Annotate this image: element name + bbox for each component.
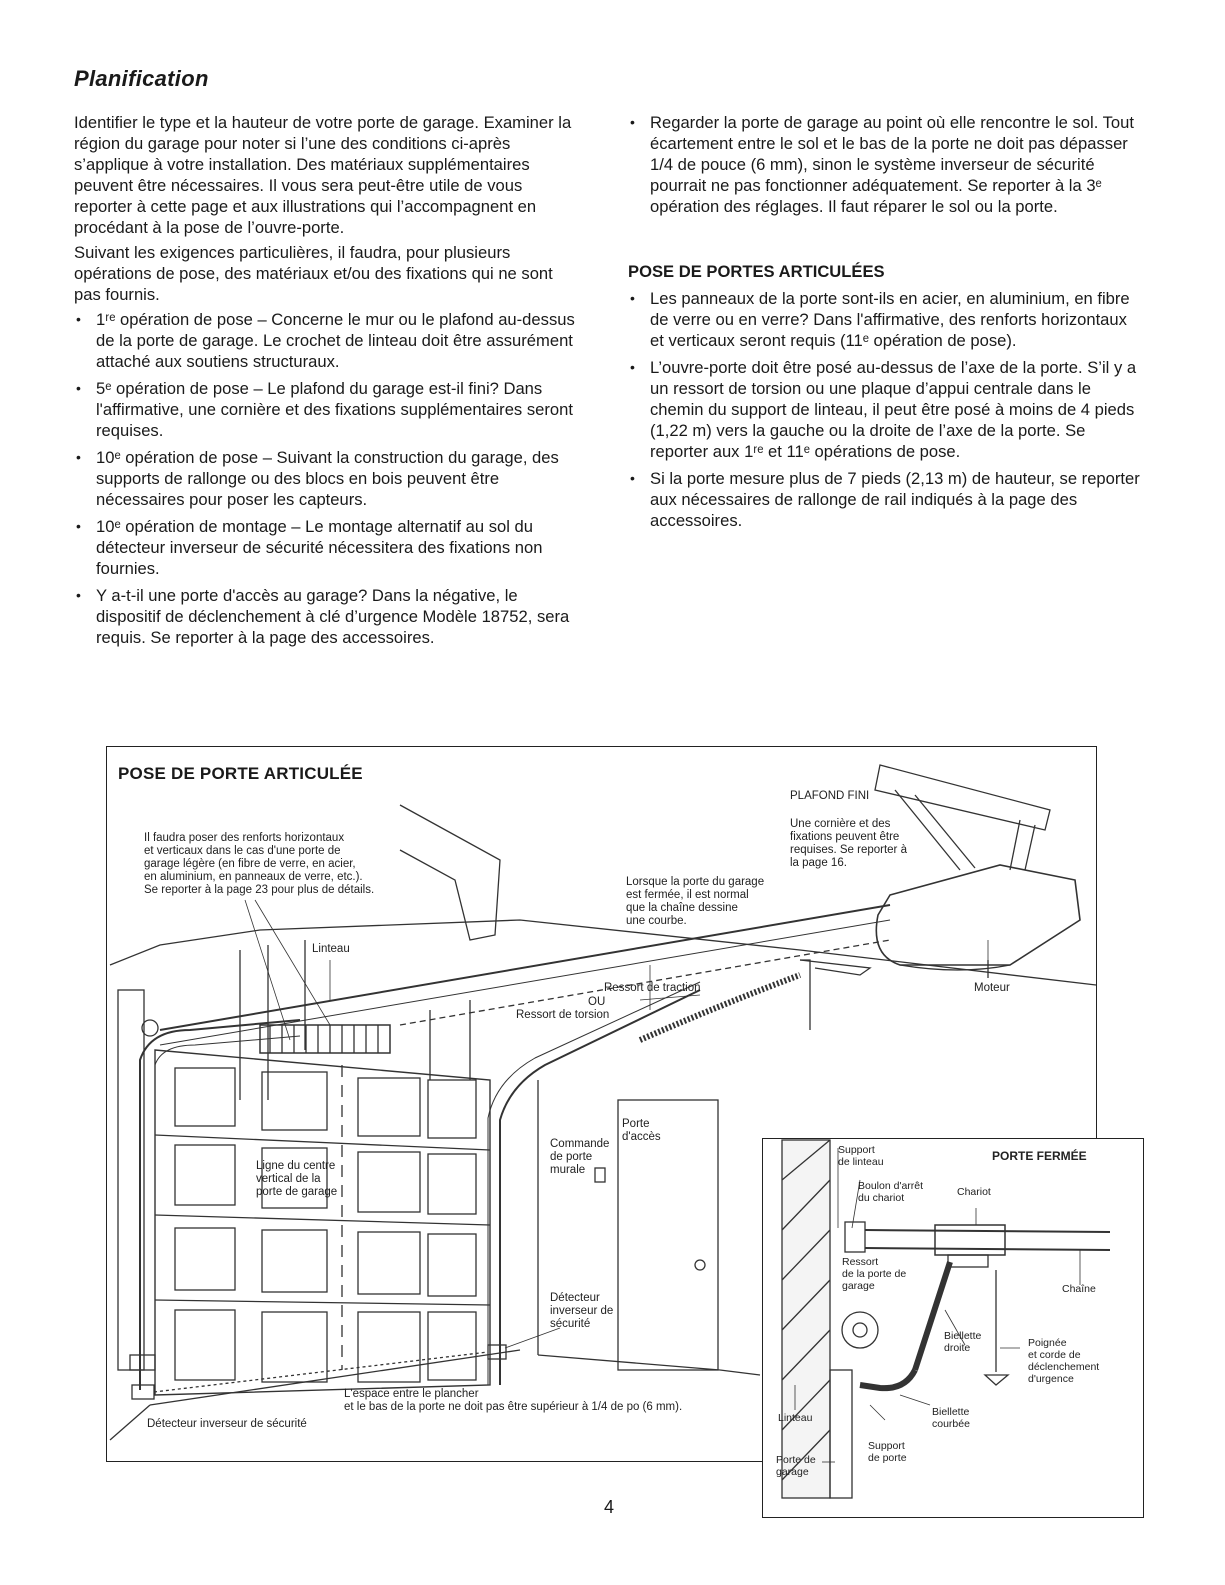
biellette-droite-label: Biellette droite: [944, 1330, 982, 1354]
list-item: • 10ᵉ opération de pose – Suivant la construction du garage, des supports de rallonge ou des blocs en bois peuvent être nécessaires pour poser les capteurs.: [74, 447, 584, 510]
ressort-inset-label: Ressort de la porte de garage: [842, 1256, 907, 1292]
corniere-note: Une cornière et des fixations peuvent être requises. Se reporter à la page 16.: [790, 818, 907, 869]
section-heading: POSE DE PORTES ARTICULÉES: [628, 262, 885, 281]
list-item: • L’ouvre-porte doit être posé au-dessus de l’axe de la porte. S’il y a un ressort de torsion ou une plaque d’appui centrale dans le chemin du support de linteau, il peut être posé à moins de 4 pieds (1,22 m) vers la gauche ou la droite de l’axe de la porte. Se reporter aux 1ʳᵉ et 11ᵉ opérations de pose.: [628, 357, 1143, 462]
biellette-courbee-label: Biellette courbée: [932, 1406, 970, 1430]
list-item: • 5ᵉ opération de pose – Le plafond du garage est-il fini? Dans l'affirmative, une cornière et des fixations supplémentaires seront requises.: [74, 378, 584, 441]
list-item: • Si la porte mesure plus de 7 pieds (2,13 m) de hauteur, se reporter aux nécessaires de rallonge de rail indiqués à la page des accessoires.: [628, 468, 1143, 531]
page-number: 4: [604, 1497, 615, 1517]
figure-title: POSE DE PORTE ARTICULÉE: [118, 764, 363, 783]
ressort-torsion-label: Ressort de torsion: [516, 1009, 610, 1021]
list-item: • Y a-t-il une porte d'accès au garage? Dans la négative, le dispositif de déclenchement à clé d’urgence Modèle 18752, sera requis. Se reporter à la page des accessoires.: [74, 585, 584, 648]
list-item: • 1ʳᵉ opération de pose – Concerne le mur ou le plafond au-dessus de la porte de garage. Le crochet de linteau doit être assurément attaché aux soutiens structuraux.: [74, 309, 584, 372]
list-item: • 10ᵉ opération de montage – Le montage alternatif au sol du détecteur inverseur de sécurité nécessitera des fixations non fournies.: [74, 516, 584, 579]
detecteur-label: Détecteur inverseur de sécurité: [550, 1292, 614, 1330]
ou-label: OU: [588, 996, 606, 1008]
poignee-label: Poignée et corde de déclenchement d'urgence: [1028, 1337, 1100, 1385]
plafond-fini-label: PLAFOND FINI: [790, 790, 870, 802]
page-title: Planification: [74, 66, 209, 91]
chaine-inset-label: Chaîne: [1062, 1283, 1096, 1295]
list-item: • Les panneaux de la porte sont-ils en acier, en aluminium, en fibre de verre ou en verre? Dans l'affirmative, des renforts horizontaux et verticaux seront requis (11ᵉ opération de pose).: [628, 288, 1143, 351]
ressort-traction-label: Ressort de traction: [604, 982, 701, 994]
moteur-label: Moteur: [974, 982, 1010, 994]
chariot-label: Chariot: [957, 1186, 991, 1198]
requirements-paragraph: Suivant les exigences particulières, il faudra, pour plusieurs opérations de pose, des matériaux et/ou des fixations qui ne sont pas fournis.: [74, 243, 553, 304]
list-item: • Regarder la porte de garage au point où elle rencontre le sol. Tout écartement entre le sol et le bas de la porte ne doit pas dépasser 1/4 de pouce (6 mm), sinon le système inverseur de sécurité pourrait ne pas fonctionner adéquatement. Se reporter à la 3ᵉ opération des réglages. Il faut réparer le sol ou la porte.: [628, 112, 1143, 217]
linteau-inset-label: Linteau: [778, 1412, 813, 1424]
linteau-label: Linteau: [312, 943, 350, 955]
intro-paragraph: Identifier le type et la hauteur de votre porte de garage. Examiner la région du garage pour noter si l’une des conditions ci-après s’applique à votre installation. Des matériaux supplémentaires peuvent être nécessaires. Il vous sera peut-être utile de vous reporter à cette page et aux illustrations qui l’accompagnent en procédant à la pose de l’ouvre-porte.: [74, 113, 572, 237]
chaine-note: Lorsque la porte du garage est fermée, il est normal que la chaîne dessine une courbe.: [626, 876, 765, 927]
detecteur-bas-label: Détecteur inverseur de sécurité: [147, 1418, 307, 1430]
boulon-label: Boulon d'arrêt du chariot: [858, 1180, 924, 1204]
espace-note: L'espace entre le plancher et le bas de la porte ne doit pas être supérieur à 1/4 de po (6 mm).: [344, 1388, 683, 1413]
porte-acces-label: Porte d'accès: [622, 1118, 661, 1143]
ligne-centre-label: Ligne du centre vertical de la porte de garage: [256, 1160, 338, 1198]
support-linteau-label: Support de linteau: [838, 1144, 884, 1168]
inset-title: PORTE FERMÉE: [992, 1149, 1087, 1163]
renforts-note: Il faudra poser des renforts horizontaux et verticaux dans le cas d'une porte de garage légère (en fibre de verre, en acier, en aluminium, en panneaux de verre, etc.). Se reporter à la page 23 pour plus de détails.: [144, 832, 375, 896]
commande-murale-label: Commande de porte murale: [550, 1138, 610, 1176]
porte-garage-label: Porte de garage: [776, 1454, 816, 1478]
support-porte-label: Support de porte: [868, 1440, 907, 1464]
